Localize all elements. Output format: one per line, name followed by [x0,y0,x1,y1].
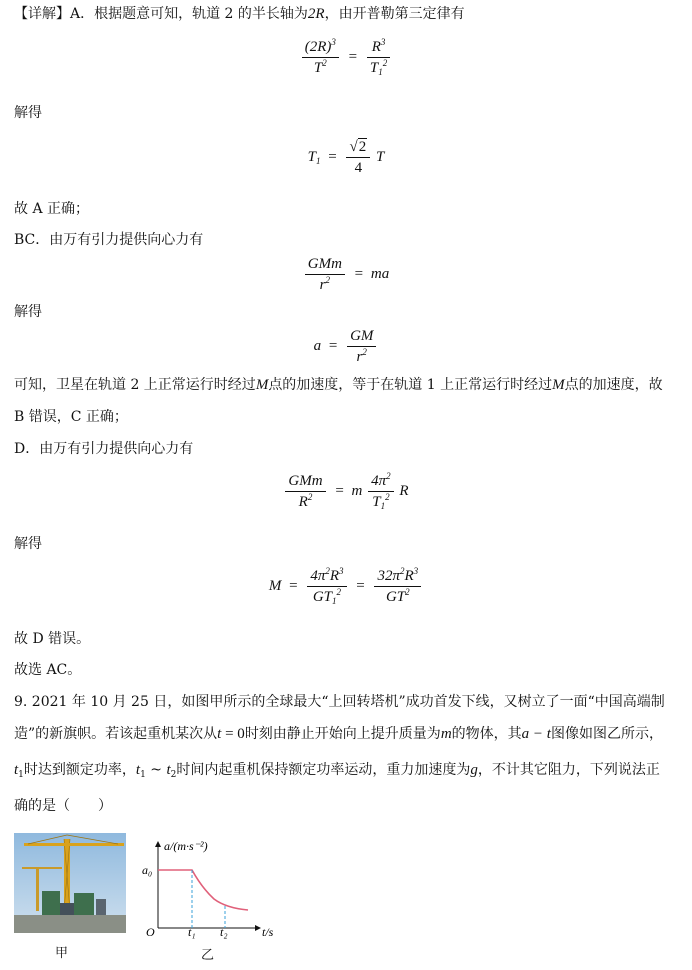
explanation-header-line [14,4,682,24]
tower-crane-photo [14,833,126,933]
origin-label: O [146,925,155,939]
y-axis-label: a/(m·s⁻²) [164,839,208,853]
question-9-line-2: 造”的新旗帜。若该起重机某次从t = 0时刻由静止开始向上提升质量为m的物体，其a − t图像如图乙所示， [14,726,663,742]
explanation-a-text: A．根据题意可知，轨道 2 的半长轴为 [70,6,308,22]
detail-bracket: 【详解】 [14,6,70,22]
t2-tick-label: t₂ [220,925,228,939]
kepler-lhs-fraction: $\frac{(2R)^3}{T^2}$ [302,38,339,77]
kepler-rhs-fraction: $\frac{R^3}{T_1^2}$ [367,38,390,77]
semi-major-axis-var: 2R [307,6,325,22]
question-9-line-1: 9. 2021 年 10 月 25 日，如图甲所示的全球最大“上回转塔机”成功首发下线，又树立了一面“中国高端制 [14,694,665,710]
analysis-line-2: B 错误，C 正确； [14,409,128,425]
acceleration-curve [158,870,248,910]
question-9-line-3: $t_1$时达到额定功率，$t_1$ ~ $t_2$时间内起重机保持额定功率运动，重力加速度为g，不计其它阻力，下列说法正 [14,762,660,780]
conclusion-a: 故 A 正确； [14,201,90,217]
question-9-line-4: 确的是（ ） [14,798,112,814]
acceleration-equation: a = $\frac{GM}{r^2}$ [0,327,692,366]
gravity-equation-2: $\frac{\text{GMm}}{R^2}$ = m $\frac{4\pi^2}{T_1^2}$ R [0,472,692,511]
solve-label-3: 解得 [14,536,42,552]
conclusion-d: 故 D 错误。 [14,631,91,647]
a0-tick-label: a₀ [142,863,153,877]
caption-figure-b: 乙 [201,948,215,963]
kepler-equation: $\frac{(2R)^3}{T^2}$ = $\frac{R^3}{T_1^2}$ [0,38,692,77]
caption-figure-a: 甲 [55,946,69,961]
period-fraction: $\frac{√2}{4}$ [346,138,370,177]
solve-label-2: 解得 [14,304,42,320]
acceleration-time-graph [138,836,288,940]
d-intro: D．由万有引力提供向心力有 [14,441,194,457]
x-axis-label: t/s [262,925,274,939]
gravity-equation-1: $\frac{\text{GMm}}{r^2}$ = ma [0,255,692,294]
bc-intro: BC．由万有引力提供向心力有 [14,232,204,248]
mass-equation: M = $\frac{4\pi^2R^3}{GT_1^2}$ = $\frac{32\pi^2R^3}{GT^2}$ [0,567,692,606]
answer-line: 故选 AC。 [14,662,82,678]
period-equation: $T_1$ = $\frac{√2}{4}$ T [307,139,385,176]
solve-label-1: 解得 [14,105,42,121]
t1-tick-label: t₁ [188,925,196,939]
analysis-line-1: 可知，卫星在轨道 2 上正常运行时经过M点的加速度，等于在轨道 1 上正常运行时经过M点的加速度，故 [14,377,663,393]
explanation-a-text-2: ，由开普勒第三定律有 [324,6,465,22]
